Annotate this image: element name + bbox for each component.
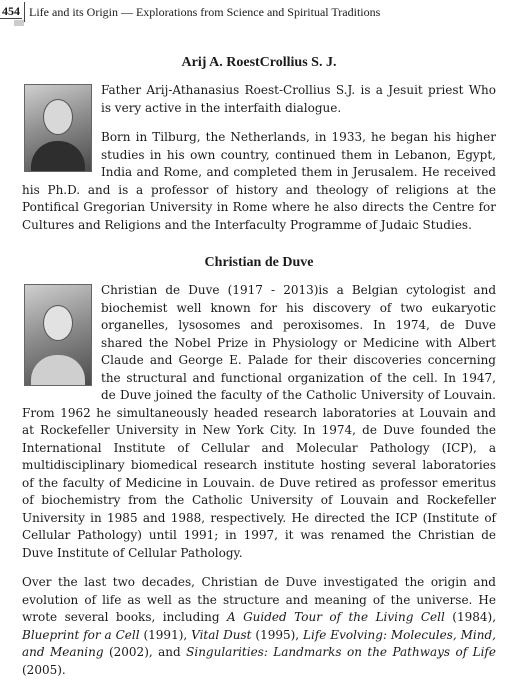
book-title: A Guided Tour of the Living Cell (226, 610, 445, 624)
book-title: Vital Dust (191, 627, 252, 642)
page-number: 454 (2, 4, 20, 18)
portrait-photo-roest-crollius (24, 84, 92, 172)
section-heading-roest-crollius: Arij A. RoestCrollius S. J. (181, 55, 337, 70)
bio-paragraph: Christian de Duve (1917 - 2013)is a Belgian cytologist and biochemist well known for his discovery of two eukaryotic organelles, lysosomes and peroxisomes. In 1974, de Duve shared the Nobel Prize in Physiology or Medicine with Albert Claude and George E. Palade for their discoveries concerning the structural and functional organization of the cell. In 1947, de Duve joined the faculty of the Catholic University of Louvain. From 1962 he simultaneously headed research laboratories at Louvain and at Rockefeller University in New York City. In 1974, de Duve founded the International Institute of Cellular and Molecular Pathology (ICP), a multidisciplinary biomedical research institute hosting several laboratories of the faculty of Medicine in Louvain. de Duve retired as professor emeritus of biochemistry from the Catholic University of Louvain and Rockefeller University in 1985 and 1988, respectively. He directed the ICP (Institute of Cellular Pathology) until 1991; in 1997, it was renamed the Christian de Duve Institute of Cellular Pathology. (22, 283, 496, 560)
book-title: Singularities: Landmarks on the Pathways of Life (186, 645, 496, 659)
page-body (22, 54, 496, 691)
header-divider-vertical (24, 2, 25, 22)
bio-paragraph: Born in Tilburg, the Netherlands, in 1933, he began his higher studies in his own country, continued them in Lebanon, Egypt, India and Rome, and completed them in Jerusalem. He received his Ph.D. and is a professor of history and theology of religions at the Pontifical Gregorian University in Rome where he also directs the Centre for Cultures and Religions and the Interfaculty Programme of Judaic Studies. (22, 130, 496, 232)
bio-paragraph: Father Arij-Athanasius Roest-Crollius S.J. is a Jesuit priest Who is very active in the interfaith dialogue. (101, 83, 496, 115)
section-heading-de-duve: Christian de Duve (204, 255, 314, 270)
book-title: Life Evolving: Molecules, Mind, and Meaning (22, 627, 496, 659)
header-ornament (14, 20, 24, 26)
running-title: Life and its Origin — Explorations from Science and Spiritual Traditions (29, 5, 381, 19)
portrait-photo-de-duve (24, 284, 92, 386)
book-title: Blueprint for a Cell (22, 627, 140, 642)
running-header (0, 0, 512, 34)
header-divider-horizontal (0, 18, 22, 19)
bio-paragraph: Over the last two decades, Christian de Duve investigated the origin and evolution of life as well as the structure and meaning of the universe. He wrote several books, including A Guided Tour of the Living Cell (1984), Blueprint for a Cell (1991), Vital Dust (1995), Life Evolving: Molecules, Mind, and Meaning (2002), and Singularities: Landmarks on the Pathways of Life (2005). (22, 575, 497, 677)
